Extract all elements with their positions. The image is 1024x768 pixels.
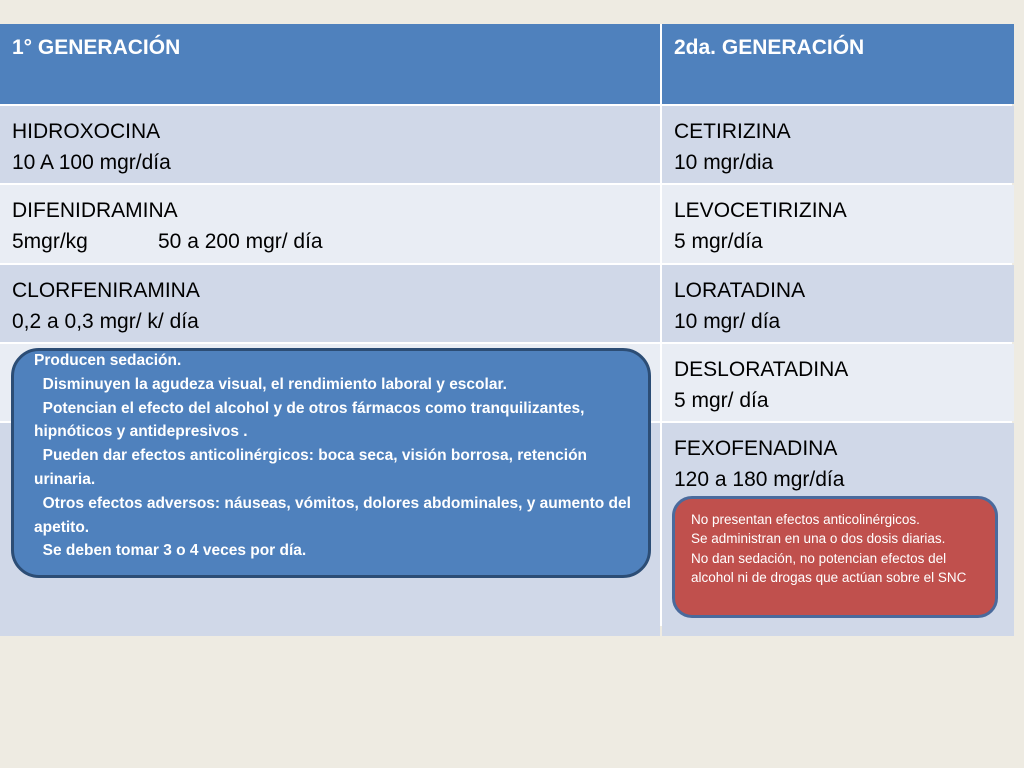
note-item: Se deben tomar 3 o 4 veces por día.	[34, 542, 307, 560]
drug-dose-per-day: 50 a 200 mgr/ día	[158, 230, 323, 253]
drug-name: CLORFENIRAMINA	[12, 279, 200, 302]
drug-name: CETIRIZINA	[674, 120, 791, 143]
drug-name: HIDROXOCINA	[12, 120, 161, 143]
drug-name: LEVOCETIRIZINA	[674, 199, 847, 222]
header-second-generation: 2da. GENERACIÓN	[662, 24, 1014, 104]
note-item: Pueden dar efectos anticolinérgicos: boca seca, visión borrosa, retención urinaria.	[34, 447, 592, 488]
table-cell-first-gen-2	[0, 185, 660, 263]
note-item: No dan sedación, no potencian efectos del alcohol ni de drogas que actúan sobre el SNC	[691, 550, 967, 586]
note-item: No presentan efectos anticolinérgicos.	[691, 512, 920, 527]
note-item: Producen sedación.	[34, 352, 182, 369]
drug-dose: 10 A 100 mgr/día	[12, 151, 171, 174]
note-item: Se administran en una o dos dosis diarias.	[691, 531, 946, 547]
drug-dose: 10 mgr/dia	[674, 151, 774, 174]
drug-dose	[12, 226, 648, 257]
drug-dose: 5 mgr/ día	[674, 389, 769, 412]
table-cell-second-gen-3	[662, 265, 1014, 342]
drug-dose: 10 mgr/ día	[674, 310, 781, 333]
note-item: Otros efectos adversos: náuseas, vómitos, dolores abdominales, y aumento del apetito.	[34, 494, 636, 536]
table-cell-second-gen-2	[662, 185, 1014, 263]
drug-dose: 5 mgr/día	[674, 230, 763, 253]
table-cell-second-gen-1	[662, 106, 1014, 183]
drug-dose: 120 a 180 mgr/día	[674, 468, 845, 491]
first-gen-notes-callout	[11, 348, 651, 578]
drug-name: FEXOFENADINA	[674, 437, 838, 460]
table-cell-second-gen-4	[662, 344, 1014, 421]
note-item: Potencian el efecto del alcohol y de otros fármacos como tranquilizantes, hipnóticos y antidepresivos .	[34, 399, 589, 441]
drug-name: LORATADINA	[674, 279, 806, 302]
table-cell-first-gen-1	[0, 106, 660, 183]
drug-dose-per-kg: 5mgr/kg	[12, 230, 88, 253]
drug-dose: 0,2 a 0,3 mgr/ k/ día	[12, 310, 199, 333]
header-first-generation: 1° GENERACIÓN	[0, 24, 660, 104]
drug-name: DESLORATADINA	[674, 358, 849, 381]
second-gen-notes-callout	[672, 496, 998, 618]
drug-name: DIFENIDRAMINA	[12, 199, 178, 222]
note-item: Disminuyen la agudeza visual, el rendimiento laboral y escolar.	[34, 375, 507, 393]
table-cell-first-gen-3	[0, 265, 660, 342]
